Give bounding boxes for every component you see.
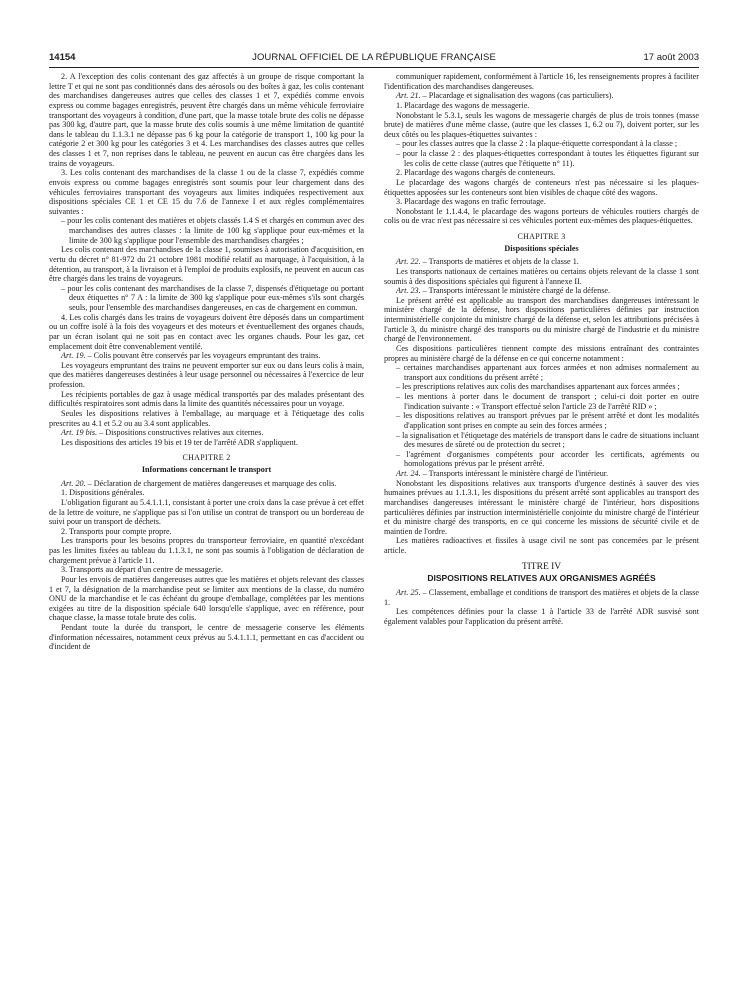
- paragraph: Pendant toute la durée du transport, le centre de messagerie conserve les éléments d'information nécessaires, notamment ceux prévus au 5.4.1.1.1, permettant en cas d'accident ou d'incident de: [49, 623, 364, 652]
- paragraph: Nonobstant le 5.3.1, seuls les wagons de messagerie chargés de plus de trois tonnes (masse brute) de matières d'une même classe, (autre que les classes 1, 6.2 ou 7), doivent porter, sur les deux côtés ou les plaques-étiquettes suivantes :: [384, 110, 699, 139]
- paragraph: Les transports pour les besoins propres du transporteur ferroviaire, en quantité n'excédant pas les limites fixées au tableau du 1.1.3.1, ne sont pas soumis à l'obligation de déclaration de chargement prévue à l'article 11.: [49, 536, 364, 565]
- article-title: – Placardage et signalisation des wagons (cas particuliers).: [420, 91, 614, 101]
- article-heading: [49, 479, 364, 489]
- page-header: [49, 52, 699, 66]
- paragraph: Seules les dispositions relatives à l'emballage, au marquage et à l'étiquetage des colis prescrites au 4.1 et 5.2 ou au 3.4 sont applicables.: [49, 408, 364, 428]
- article-title: – Colis pouvant être conservés par les voyageurs empruntant des trains.: [85, 351, 321, 361]
- paragraph: 2. Transports pour compte propre.: [61, 526, 172, 536]
- article-number: Art. 24.: [396, 469, 421, 478]
- paragraph: 1. Placardage des wagons de messagerie.: [396, 100, 530, 110]
- paragraph: Les transports nationaux de certaines matières ou certains objets relevant de la classe 1 sont soumis à des dispositions spéciales qui figurent à l'annexe II.: [384, 266, 699, 286]
- chapter-title: Dispositions spéciales: [504, 243, 579, 253]
- article-number: Art. 19.: [61, 351, 86, 361]
- list-item: – l'agrément d'organismes compétents pour accorder les certificats, agréments ou homologations prévus par le présent arrêté.: [384, 450, 699, 469]
- paragraph: Les compétences définies pour la classe 1 à l'article 33 de l'arrêté ADR susvisé sont également valables pour l'application du présent arrêté.: [384, 607, 699, 626]
- paragraph: 3. Les colis contenant des marchandises de la classe 1 ou de la classe 7, expédiés comme envois express ou comme bagages enregistrés sont soumis pour leur chargement dans des véhicules ferroviaires transportant des voyageurs aux limites indiquées respectivement aux dispositions spéciales CE 1 et CE 15 du 7.6 de l'annexe I et aux règles complémentaires suivantes :: [49, 168, 364, 216]
- article-title: – Transports intéressant le ministère chargé de la défense.: [420, 286, 610, 296]
- paragraph: 3. Transports au départ d'un centre de messagerie.: [61, 565, 223, 575]
- paragraph: Pour les envois de matières dangereuses autres que les matières et objets relevant des classes 1 et 7, la désignation de la marchandise peut se limiter aux mentions de la classe, du numéro ONU de la marchandise et le cas échéant du groupe d'emballage, complétées par les mentions exigées au titre de la disposition spéciale 640 lorsqu'elle s'applique, avec en référence, pour chaque classe, la masse totale brute des colis.: [49, 574, 364, 623]
- paragraph: Les voyageurs empruntant des trains ne peuvent emporter sur eux ou dans leurs colis à main, que des matières dangereuses destinées à leur usage personnel ou nécessaires à l'exercice de leur profession.: [49, 360, 364, 389]
- header-rule: [49, 67, 699, 68]
- list-item: – les dispositions relatives au transport prévues par le présent arrêté et dont les modalités d'application sont prises en compte au sein des forces armées ;: [384, 411, 699, 430]
- article-number: Art. 25.: [396, 587, 421, 597]
- article-heading: [384, 257, 699, 267]
- article-title: – Dispositions constructives relatives aux citernes.: [97, 428, 264, 438]
- paragraph: Les récipients portables de gaz à usage médical transportés par des malades présentant des difficultés respiratoires sont admis dans la limite des quantités nécessaires pour un voyage.: [49, 389, 364, 409]
- paragraph: Les colis contenant des marchandises de la classe 1, soumises à autorisation d'acquisition, en vertu du décret n° 81-972 du 21 octobre 1981 modifié relatif au marquage, à l'acquisition, à la détention, au transport, à la livraison et à l'emploi de produits explosifs, ne peuvent en aucun cas être chargés dans les trains de voyageurs.: [49, 245, 364, 284]
- paragraph: L'obligation figurant au 5.4.1.1.1, consistant à porter une croix dans la case prévue à cet effet de la lettre de voiture, ne s'applique pas si l'on utilise un contrat de transport ou un bordereau de suivi pour un transport de déchets.: [49, 497, 364, 527]
- chapter-label: CHAPITRE 3: [517, 232, 566, 241]
- issue-date: 17 août 2003: [643, 52, 699, 63]
- article-heading: [384, 286, 699, 296]
- paragraph: 2. A l'exception des colis contenant des gaz affectés à un groupe de risque comportant la lettre T et qui ne sont pas conditionnés dans des aérosols ou des boîtes à gaz, les colis contenant des marchandises dangereuses autres que celles des classes 1 et 7, expédiés comme envois express ou comme bagages enregistrés, peuvent être chargés dans un même véhicule ferroviaire transportant des voyageurs à condition, d'une part, que la masse totale brute des colis ne dépasse pas 300 kg, d'autre part, que la masse brute des colis soumis à une même limitation de quantité dans le tableau du 1.1.3.1 ne dépasse pas 6 kg pour la catégorie de transport 1, 100 kg pour la catégorie 2 et 300 kg pour les catégories 3 et 4. Les marchandises des classes autres que celles des classes 1 et 7, non reprises dans le tableau, ne peuvent en aucun cas être chargées dans les trains de voyageurs.: [49, 72, 364, 168]
- article-heading: [49, 351, 364, 361]
- article-title: – Classement, emballage et conditions de transport des matières et objets de la classe 1.: [384, 587, 699, 607]
- chapter-label: CHAPITRE 2: [182, 453, 231, 463]
- list-item: – pour les colis contenant des marchandises de la classe 7, dispensés d'étiquetage ou portant deux étiquettes n° 7 A : la limite de 300 kg s'applique pour eux-mêmes s'ils sont chargés seuls, pour l'ensemble des marchandises dangereuses, en cas de chargement en commun.: [49, 284, 364, 313]
- article-heading: [384, 469, 699, 479]
- article-title: – Transports de matières et objets de la classe 1.: [420, 257, 579, 267]
- paragraph: 3. Placardage des wagons en trafic ferroutage.: [396, 197, 546, 207]
- article-number: Art. 19 bis.: [61, 428, 98, 438]
- chapter-title: Informations concernant le transport: [141, 465, 272, 474]
- article-number: Art. 20.: [61, 478, 86, 488]
- list-item: – les prescriptions relatives aux colis des marchandises appartenant aux forces armées ;: [384, 382, 699, 392]
- article-number: Art. 23.: [396, 286, 421, 296]
- paragraph: 2. Placardage des wagons chargés de conteneurs.: [396, 168, 556, 178]
- left-column: [49, 72, 364, 652]
- article-heading: [49, 428, 364, 438]
- paragraph: Le présent arrêté est applicable au transport des marchandises dangereuses intéressant le ministère chargé de la défense, hors dispositions particulières définies par instruction interministérielle conjointe du ministre chargé de la défense et, selon les attributions précisées à l'article 3, du ministre chargé des transports ou du ministre chargé de l'industrie et du ministre chargé de l'environnement.: [384, 295, 699, 344]
- page-number: 14154: [49, 52, 76, 63]
- title-heading: DISPOSITIONS RELATIVES AUX ORGANISMES AGRÉÉS: [427, 573, 656, 584]
- paragraph: Le placardage des wagons chargés de conteneurs n'est pas nécessaire si les plaques-étiquettes apposées sur les conteneurs sont bien visibles de chaque côté des wagons.: [384, 177, 699, 197]
- article-title: – Transports intéressant le ministère chargé de l'intérieur.: [420, 469, 609, 478]
- list-item: – pour les classes autres que la classe 2 : la plaque-étiquette correspondant à la classe ;: [384, 139, 699, 149]
- article-number: Art. 21.: [396, 91, 421, 101]
- list-item: – les mentions à porter dans le document de transport ; celui-ci doit porter en outre l'indication suivante : « Transport effectué selon l'article 23 de l'arrêté RID » ;: [384, 392, 699, 411]
- paragraph: Les dispositions des articles 19 bis et 19 ter de l'arrêté ADR s'appliquent.: [61, 437, 298, 447]
- journal-title: JOURNAL OFFICIEL DE LA RÉPUBLIQUE FRANÇAISE: [252, 52, 496, 63]
- paragraph: Ces dispositions particulières tiennent compte des missions entraînant des contraintes propres au ministère chargé de la défense en ce qui concerne notamment :: [384, 343, 699, 363]
- title-label: TITRE IV: [521, 561, 562, 572]
- paragraph: 4. Les colis chargés dans les trains de voyageurs doivent être déposés dans un compartiment ou un coffre isolé à la fois des voyageurs et des moteurs et éventuellement des organes chauds, par un écran isolant qui ne soit pas en contact avec les organes chauds. Pour les gaz, cet emplacement doit être convenablement ventilé.: [49, 312, 364, 351]
- list-item: – la signalisation et l'étiquetage des matériels de transport dans le cadre de situations incluant des mesures de sûreté ou de protection du secret ;: [384, 431, 699, 450]
- paragraph: Nonobstant les dispositions relatives aux transports d'urgence destinés à sauver des vies humaines prévues au 1.1.3.1, les dispositions du présent arrêté sont applicables au transport des marchandises dangereuses intéressant le ministère chargé de l'intérieur, hors dispositions particulières définies par instruction interministérielle conjointe du ministre chargé de l'intérieur et du ministre chargé des transports, en ce qui concerne les missions de sécurité civile et de maintien de l'ordre.: [384, 478, 699, 536]
- article-heading: [384, 588, 699, 607]
- article-number: Art. 22.: [396, 257, 421, 267]
- article-title: – Déclaration de chargement de matières dangereuses et marquage des colis.: [85, 478, 337, 488]
- paragraph: Nonobstant le 1.1.4.4, le placardage des wagons porteurs de véhicules routiers chargés de colis ou de vrac n'est pas nécessaire si ces véhicules portent eux-mêmes des plaques-étiquettes.: [384, 206, 699, 226]
- paragraph: communiquer rapidement, conformément à l'article 16, les renseignements propres à faciliter l'identification des marchandises dangereuses.: [384, 72, 699, 91]
- list-item: – pour les colis contenant des matières et objets classés 1.4 S et chargés en commun avec des marchandises des autres classes : la limite de 100 kg s'applique pour eux-mêmes et la limite de 300 kg s'applique pour l'ensemble des marchandises chargées ;: [49, 216, 364, 245]
- paragraph: 1. Dispositions générales.: [61, 488, 145, 498]
- list-item: – pour la classe 2 : des plaques-étiquettes correspondant à toutes les étiquettes figurant sur les colis de cette classe (autres que l'étiquette n° 11).: [384, 149, 699, 168]
- article-heading: [384, 91, 699, 101]
- right-column: [384, 72, 699, 626]
- list-item: – certaines marchandises appartenant aux forces armées et non admises normalement au transport aux conditions du présent arrêté ;: [384, 363, 699, 382]
- paragraph: Les matières radioactives et fissiles à usage civil ne sont pas concernées par le présent article.: [384, 536, 699, 555]
